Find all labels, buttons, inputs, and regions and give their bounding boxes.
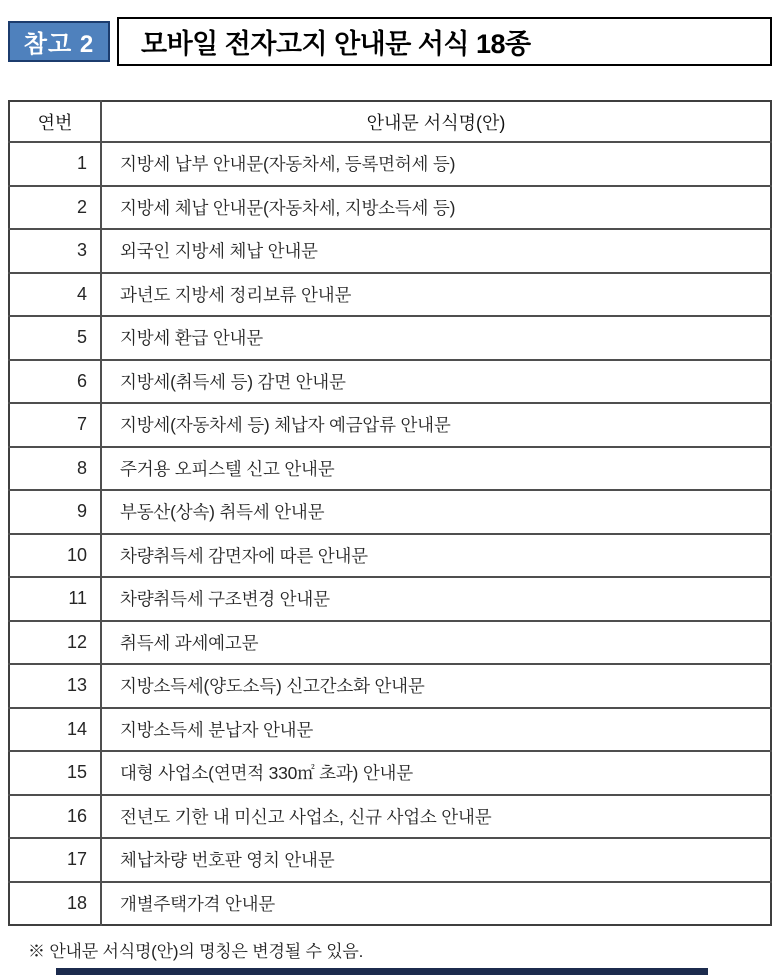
row-number: 17 — [9, 838, 101, 882]
row-form-name: 취득세 과세예고문 — [101, 621, 771, 665]
row-number: 2 — [9, 186, 101, 230]
row-number: 3 — [9, 229, 101, 273]
page-bottom-cutoff-bar — [56, 968, 708, 975]
row-form-name: 차량취득세 구조변경 안내문 — [101, 577, 771, 621]
row-form-name: 과년도 지방세 정리보류 안내문 — [101, 273, 771, 317]
row-form-name: 지방소득세(양도소득) 신고간소화 안내문 — [101, 664, 771, 708]
row-form-name: 주거용 오피스텔 신고 안내문 — [101, 447, 771, 491]
row-form-name: 전년도 기한 내 미신고 사업소, 신규 사업소 안내문 — [101, 795, 771, 839]
reference-badge-label: 참고 2 — [23, 31, 95, 58]
row-number: 18 — [9, 882, 101, 926]
table-row — [9, 751, 771, 795]
table-row — [9, 229, 771, 273]
row-form-name: 외국인 지방세 체납 안내문 — [101, 229, 771, 273]
table-row — [9, 795, 771, 839]
row-number: 16 — [9, 795, 101, 839]
row-form-name: 지방세(취득세 등) 감면 안내문 — [101, 360, 771, 404]
table-row — [9, 577, 771, 621]
table-row — [9, 273, 771, 317]
row-number: 1 — [9, 142, 101, 186]
page-title: 모바일 전자고지 안내문 서식 18종 — [141, 29, 531, 59]
row-form-name: 부동산(상속) 취득세 안내문 — [101, 490, 771, 534]
table-row — [9, 447, 771, 491]
form-list-table — [8, 100, 772, 926]
table-row — [9, 316, 771, 360]
title-box — [117, 17, 772, 66]
row-form-name: 지방세(자동차세 등) 체납자 예금압류 안내문 — [101, 403, 771, 447]
row-number: 10 — [9, 534, 101, 578]
row-number: 8 — [9, 447, 101, 491]
table-row — [9, 534, 771, 578]
table-row — [9, 403, 771, 447]
row-number: 4 — [9, 273, 101, 317]
row-number: 14 — [9, 708, 101, 752]
table-row — [9, 490, 771, 534]
row-form-name: 체납차량 번호판 영치 안내문 — [101, 838, 771, 882]
row-form-name: 개별주택가격 안내문 — [101, 882, 771, 926]
column-header-serial: 연번 — [9, 101, 101, 142]
footnote: ※ 안내문 서식명(안)의 명칭은 변경될 수 있음. — [28, 942, 364, 961]
row-number: 6 — [9, 360, 101, 404]
row-form-name: 지방세 환급 안내문 — [101, 316, 771, 360]
row-form-name: 차량취득세 감면자에 따른 안내문 — [101, 534, 771, 578]
table-header — [9, 101, 771, 142]
row-number: 9 — [9, 490, 101, 534]
table-row — [9, 621, 771, 665]
row-number: 7 — [9, 403, 101, 447]
row-number: 5 — [9, 316, 101, 360]
table-body — [9, 142, 771, 925]
row-number: 11 — [9, 577, 101, 621]
row-number: 13 — [9, 664, 101, 708]
table-row — [9, 664, 771, 708]
reference-badge — [8, 21, 110, 62]
table-row — [9, 838, 771, 882]
row-form-name: 지방소득세 분납자 안내문 — [101, 708, 771, 752]
table-row — [9, 708, 771, 752]
row-number: 15 — [9, 751, 101, 795]
table-header-row — [9, 101, 771, 142]
column-header-form-name: 안내문 서식명(안) — [366, 112, 506, 133]
row-form-name: 지방세 납부 안내문(자동차세, 등록면허세 등) — [101, 142, 771, 186]
row-number: 12 — [9, 621, 101, 665]
row-form-name: 대형 사업소(연면적 330㎡ 초과) 안내문 — [101, 751, 771, 795]
row-form-name: 지방세 체납 안내문(자동차세, 지방소득세 등) — [101, 186, 771, 230]
table-row — [9, 360, 771, 404]
table-row — [9, 142, 771, 186]
table-row — [9, 882, 771, 926]
table-row — [9, 186, 771, 230]
